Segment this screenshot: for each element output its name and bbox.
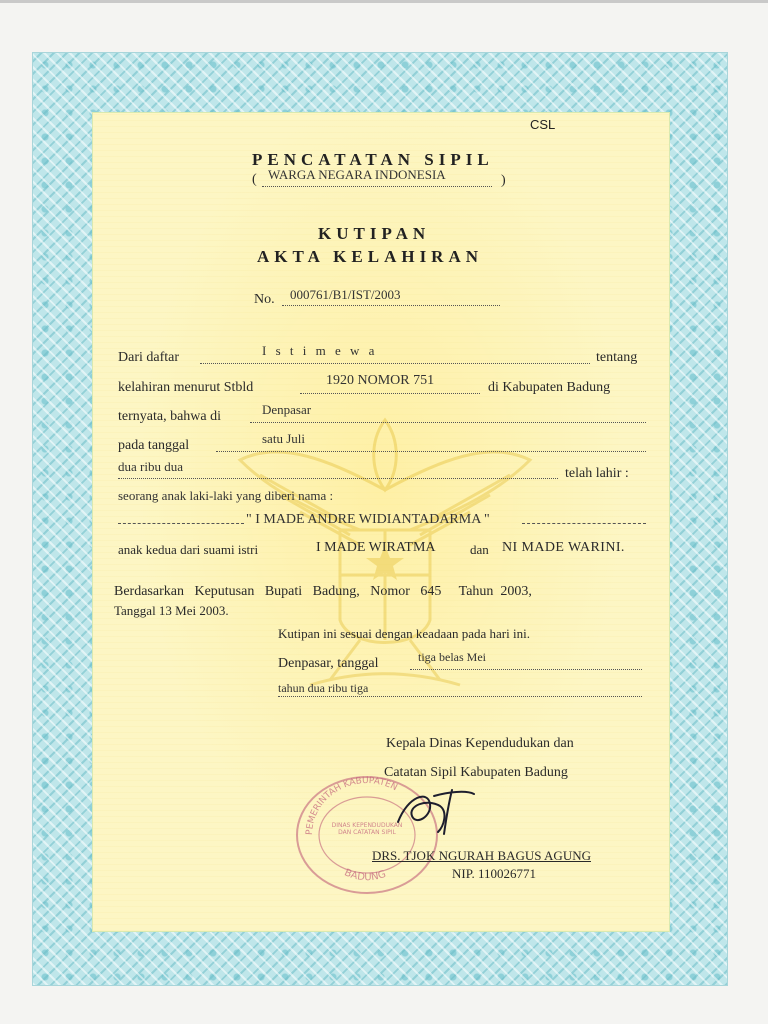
parents-intro: anak kedua dari suami istri xyxy=(118,542,259,557)
certificate-number: 000761/B1/IST/2003 xyxy=(290,287,401,302)
child-intro: seorang anak laki-laki yang diberi nama : xyxy=(118,488,334,503)
registry-dotted-line xyxy=(200,363,590,364)
registry-label: Dari daftar xyxy=(118,350,180,365)
paren-open: ( xyxy=(252,172,257,187)
csl-code: CSL xyxy=(530,117,556,132)
conformity-statement: Kutipan ini sesuai dengan keadaan pada hari ini. xyxy=(278,626,530,641)
date-value: satu Juli xyxy=(262,431,305,446)
doc-title-line-1: KUTIPAN xyxy=(318,224,431,243)
father-name: I MADE WIRATMA xyxy=(316,540,436,555)
year-dotted-line xyxy=(278,696,642,697)
registry-suffix: tentang xyxy=(596,350,638,365)
basis-label: kelahiran menurut Stbld xyxy=(118,380,254,395)
registry-value: I s t i m e w a xyxy=(262,343,378,358)
stamp-ring-top: PEMERINTAH KABUPATEN xyxy=(304,775,399,836)
place-dotted-line xyxy=(250,422,646,423)
city-date-dotted-line xyxy=(410,669,642,670)
number-label: No. xyxy=(254,292,275,307)
city-date-label: Denpasar, tanggal xyxy=(278,656,379,671)
date-label: pada tanggal xyxy=(118,438,190,453)
year-value: tahun dua ribu tiga xyxy=(278,681,369,695)
date-continued-dotted-line xyxy=(118,478,558,479)
basis-suffix: di Kabupaten Badung xyxy=(488,380,611,395)
basis-value: 1920 NOMOR 751 xyxy=(326,373,435,388)
paren-close: ) xyxy=(501,173,506,188)
child-name: " I MADE ANDRE WIDIANTADARMA " xyxy=(246,512,490,527)
doc-title-line-2: AKTA KELAHIRAN xyxy=(257,247,484,266)
office-heading: PENCATATAN SIPIL xyxy=(252,150,494,169)
citizenship-value: WARGA NEGARA INDONESIA xyxy=(268,167,446,182)
stamp-center-text: DINAS KEPENDUDUKAN DAN CATATAN SIPIL xyxy=(331,822,403,836)
signatory-name: DRS. TJOK NGURAH BAGUS AGUNG xyxy=(372,848,591,863)
decree-line-1: Berdasarkan Keputusan Bupati Badung, Nomor 645 Tahun 2003, xyxy=(114,584,532,599)
date-value-continued: dua ribu dua xyxy=(118,459,183,474)
date-dotted-line xyxy=(216,451,646,452)
basis-dotted-line xyxy=(300,393,480,394)
mother-name: NI MADE WARINI. xyxy=(502,540,625,555)
place-label: ternyata, bahwa di xyxy=(118,409,222,424)
scan-edge xyxy=(0,0,768,3)
number-dotted-line xyxy=(282,305,500,306)
signatory-title-2: Catatan Sipil Kabupaten Badung xyxy=(384,765,568,780)
name-dash-left xyxy=(118,523,244,524)
citizenship-dotted-line xyxy=(262,186,492,187)
handwritten-signature xyxy=(388,786,478,836)
stamp-ring-bottom: BADUNG xyxy=(342,867,388,884)
place-value: Denpasar xyxy=(262,402,312,417)
signatory-title-1: Kepala Dinas Kependudukan dan xyxy=(386,736,574,751)
parents-and: dan xyxy=(470,542,489,557)
decree-line-2: Tanggal 13 Mei 2003. xyxy=(114,603,229,618)
born-suffix: telah lahir : xyxy=(565,466,629,481)
city-date-value: tiga belas Mei xyxy=(418,650,486,664)
signatory-nip: NIP. 110026771 xyxy=(452,866,537,881)
name-dash-right xyxy=(522,523,646,524)
